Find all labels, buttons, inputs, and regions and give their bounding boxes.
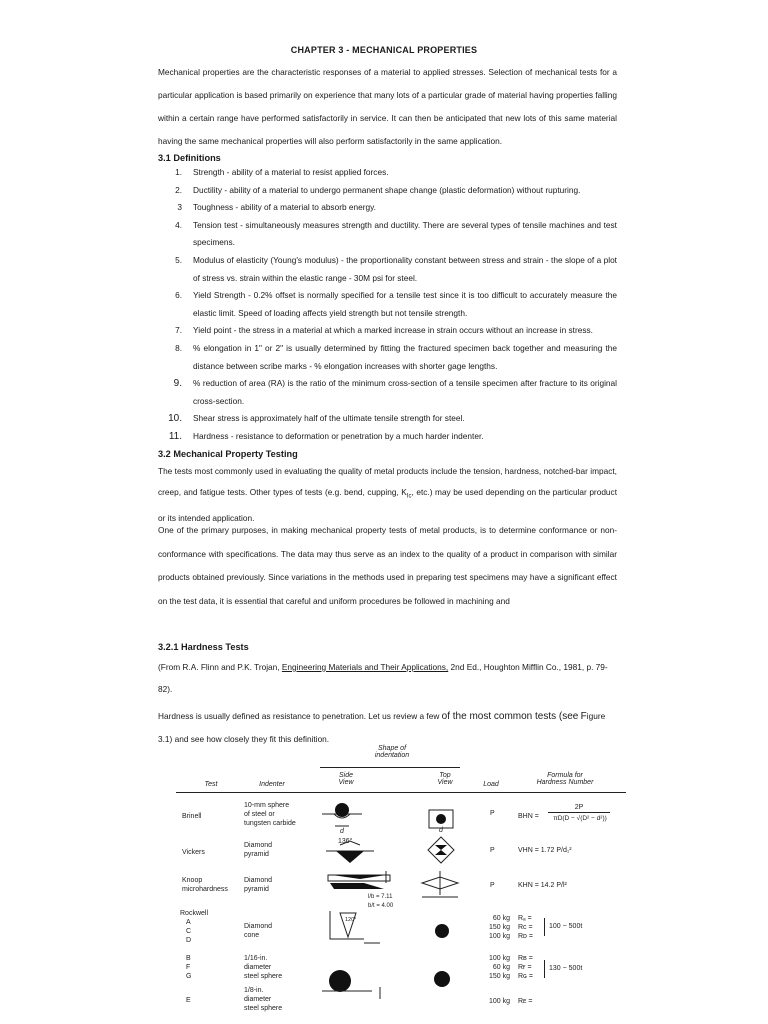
brinell-indenter: 10-mm sphere of steel or tungsten carbide [244,802,296,827]
rockwell-cone-side-icon [324,907,384,949]
section-heading-3-2: 3.2 Mechanical Property Testing [158,449,298,459]
rockwell-ball-top-icon [432,969,452,989]
book-title: Engineering Materials and Their Applications, [281,662,449,672]
rockwell-cone-loads: 60 kg 150 kg 100 kg [488,915,510,940]
vickers-top-icon [424,835,458,865]
rockwell-ball-side-icon [322,967,392,1003]
svg-text:120°: 120° [345,917,357,923]
rockwell-ball-loads: 100 kg 60 kg 150 kg [488,955,510,980]
definitions-list [158,164,617,446]
intro-paragraph: Mechanical properties are the characteristic responses of a material to applied stresses. Selection of mechanical tests for a particular application is based primarily on experience that many lots of a particular grade of material having properties falling within a certain range have performed satisfactorily in service. It can then be anticipated that new lots of this same material having the same mechanical properties will also perform satisfactorily in the same application. [158,67,617,146]
rockwell-cone-rs: Rₐ = Rᴄ = Rᴅ = [518,915,533,940]
header-rule [320,767,460,768]
brinell-side-icon [322,800,362,836]
knoop-ratio: l/b = 7.11 b/t = 4.00 [368,894,394,909]
list-item: 11. Hardness - resistance to deformation or penetration by a much harder indenter. [168,430,484,442]
header-load: Load [483,781,499,788]
header-side-view: Side View [338,772,354,786]
header-formula: Formula for Hardness Number [536,772,594,786]
testing-paragraph-1: The tests most commonly used in evaluating the quality of metal products include the tension, hardness, notched-bar impact, creep, and fatigue tests. Other types of tests (e.g. bend, cupping, $K_{Ic}$, etc.) may be used depending on the particular product or its intended application. [158,466,617,523]
brinell-formula-denominator: πD(D − √(D² − d²)) [553,815,607,822]
vickers-test: Vickers [182,849,205,856]
reference-citation: (From R.A. Flinn and P.K. Trojan, Engineering Materials and Their Applications, 2nd Ed., Houghton Mifflin Co., 1981, p. 79-82). [158,662,608,694]
rockwell-cone-top-icon [432,921,452,941]
list-item: 10. Shear stress is approximately half of the ultimate tensile strength for steel. [168,413,465,425]
list-item: 8. % elongation in 1" or 2" is usually determined by fitting the fractured specimen back together and measuring the distance between scribe marks - % elongation increases with shorter gage lengths. [175,342,617,371]
svg-text:136°: 136° [338,838,353,845]
rockwell-e-load: 100 kg [488,998,510,1005]
testing-paragraph-2: One of the primary purposes, in making mechanical property tests of metal products, is to determine conformance or non-conformance with specifications. The data may thus serve as an index to the quality of a product in comparison with similar products obtained previously. Since variations in the methods used in preparing test specimens may have a significant effect on the test data, it is essential that careful and uniform procedures be followed in machining and [158,525,617,606]
header-shape: Shape of indentation [374,745,410,759]
knoop-indenter: Diamond pyramid [244,877,273,893]
svg-text:d: d [340,828,344,835]
vickers-load: P [490,847,495,854]
section-heading-3-2-1: 3.2.1 Hardness Tests [158,642,249,652]
vickers-indenter: Diamond pyramid [244,842,273,858]
list-item: 7. Yield point - the stress in a material at which a marked increase in strain occurs without an increase in stress. [175,325,593,336]
rockwell-e: E [186,997,191,1004]
list-item: 1. Strength - ability of a material to resist applied forces. [175,167,389,177]
list-item: 6. Yield Strength - 0.2% offset is normally specified for a tensile test since it is too difficult to accurately measure the elastic limit. Speed of loading affects yield strength but not tensile strength. [175,290,617,318]
list-item: 9. % reduction of area (RA) is the ratio of the minimum cross-section of a tensile specimen after fracture to its original cross-section. [173,378,617,406]
vickers-side-icon [326,835,374,867]
vickers-formula: VHN = 1.72 P/d₁² [518,847,572,854]
rockwell-ball-indenter: 1/16-in. diameter steel sphere [244,955,283,980]
rockwell-acd: A C D [186,919,192,944]
knoop-load: P [490,882,495,889]
brinell-test: Brinell [182,813,202,820]
knoop-formula: KHN = 14.2 P/l² [518,882,567,889]
list-item: 3 Toughness - ability of a material to absorb energy. [177,202,376,213]
brinell-formula: BHN = [518,813,539,820]
rockwell-test: Rockwell [180,910,209,917]
header-test: Test [204,781,218,788]
rockwell-ball-formula: 130 − 500t [544,960,582,978]
chapter-title: CHAPTER 3 - MECHANICAL PROPERTIES [290,45,478,55]
knoop-side-icon [324,869,394,893]
header-indenter: Indenter [259,781,285,788]
table-rule [176,792,626,793]
header-top-view: Top View [437,772,453,786]
brinell-top-icon [426,802,456,834]
list-item: 2. Ductility - ability of a material to undergo permanent shape change (plastic deformation) without rupturing. [175,184,581,195]
rockwell-ball-rs: Rʙ = Rғ = Rɢ = [518,955,533,980]
rockwell-e-indenter: 1/8-in. diameter steel sphere [244,987,283,1012]
knoop-top-icon [420,869,460,901]
brinell-formula-numerator: 2P [548,803,610,813]
rockwell-e-r: Rᴇ = [518,998,533,1005]
rockwell-bfg: B F G [186,955,192,980]
brinell-load: P [490,810,495,817]
testing-paragraph-2-clipped [158,519,617,606]
hardness-paragraph: Hardness is usually defined as resistance to penetration. Let us review a few of the most common tests (see Figure 3.1) and see how closely they fit this definition. [158,711,606,744]
rockwell-cone-indenter: Diamond cone [244,923,273,939]
section-heading-3-1: 3.1 Definitions [158,153,221,163]
svg-text:d: d [439,827,443,834]
list-item: 4. Tension test - simultaneously measures strength and ductility. There are several types of tensile machines and test specimens. [175,219,617,248]
rockwell-cone-formula: 100 − 500t [544,918,582,936]
knoop-test: Knoop microhardness [182,877,228,893]
list-item: 5. Modulus of elasticity (Young's modulus) - the proportionality constant between stress and strain - the slope of a plot of stress vs. strain within the elastic range - 30M psi for steel. [175,254,617,283]
figure-hardness-tests [176,745,626,1024]
